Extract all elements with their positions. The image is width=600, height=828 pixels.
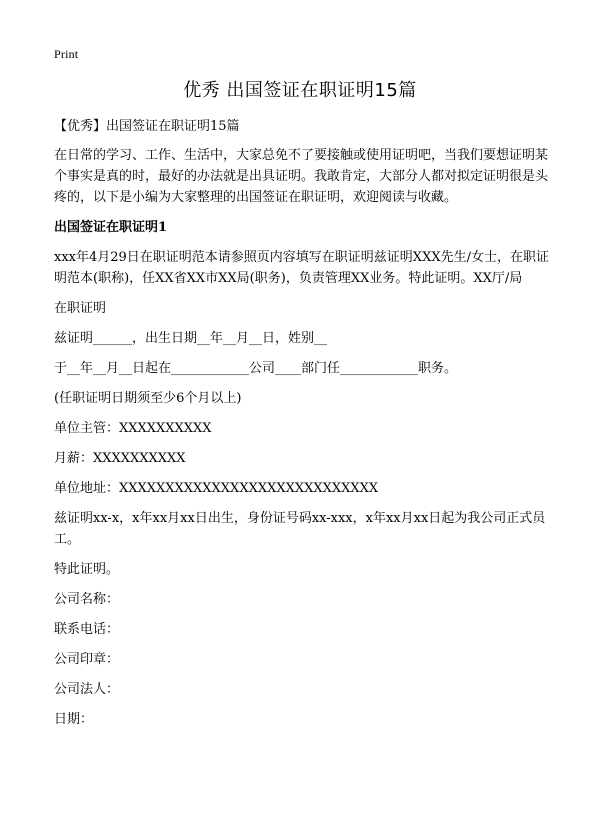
document-content [54,116,554,730]
print-label: Print [54,47,79,61]
certificate-line: 联系电话： [54,622,120,637]
certificate-line: (任职证明日期须至少6个月以上) [54,391,242,406]
certificate-line: 月薪：XXXXXXXXXX [54,451,186,466]
certificate-line: 单位主管：XXXXXXXXXX [54,421,212,436]
section-heading: 出国签证在职证明1 [54,220,168,235]
certificate-line: 兹证明______，出生日期__年__月__日，姓别__ [54,331,328,346]
certificate-line: 公司法人： [54,682,120,697]
certificate-lines [54,298,554,730]
document-title: 优秀 出国签证在职证明15篇 [183,80,417,101]
certificate-line: 日期： [54,712,94,727]
certificate-line: 兹证明xx-x，x年xx月xx日出生，身份证号码xx-xxx，x年xx月xx日起为我公司正式员工。 [54,511,546,547]
certificate-line: 单位地址：XXXXXXXXXXXXXXXXXXXXXXXXXXXX [54,481,379,496]
certificate-line: 于__年__月__日起在____________公司____部门任____________职务。 [54,361,458,376]
certificate-line: 公司名称： [54,592,120,607]
certificate-line: 公司印章： [54,652,120,667]
document-subtitle: 【优秀】出国签证在职证明15篇 [54,119,240,134]
certificate-title-line: 在职证明 [54,301,107,316]
intro-paragraph: 在日常的学习、工作、生活中，大家总免不了要接触或使用证明吧，当我们要想证明某个事实是真的时，最好的办法就是出具证明。我敢肯定，大部分人都对拟定证明很是头疼的，以下是小编为大家整理的出国签证在职证明，欢迎阅读与收藏。 [54,148,549,205]
certificate-line: 特此证明。 [54,562,120,577]
section-paragraph: xxx年4月29日在职证明范本请参照页内容填写在职证明兹证明XXX先生/女士，在职证明范本(职称)，任XX省XX市XX局(职务)，负责管理XX业务。特此证明。XX厅/局 [54,250,549,286]
